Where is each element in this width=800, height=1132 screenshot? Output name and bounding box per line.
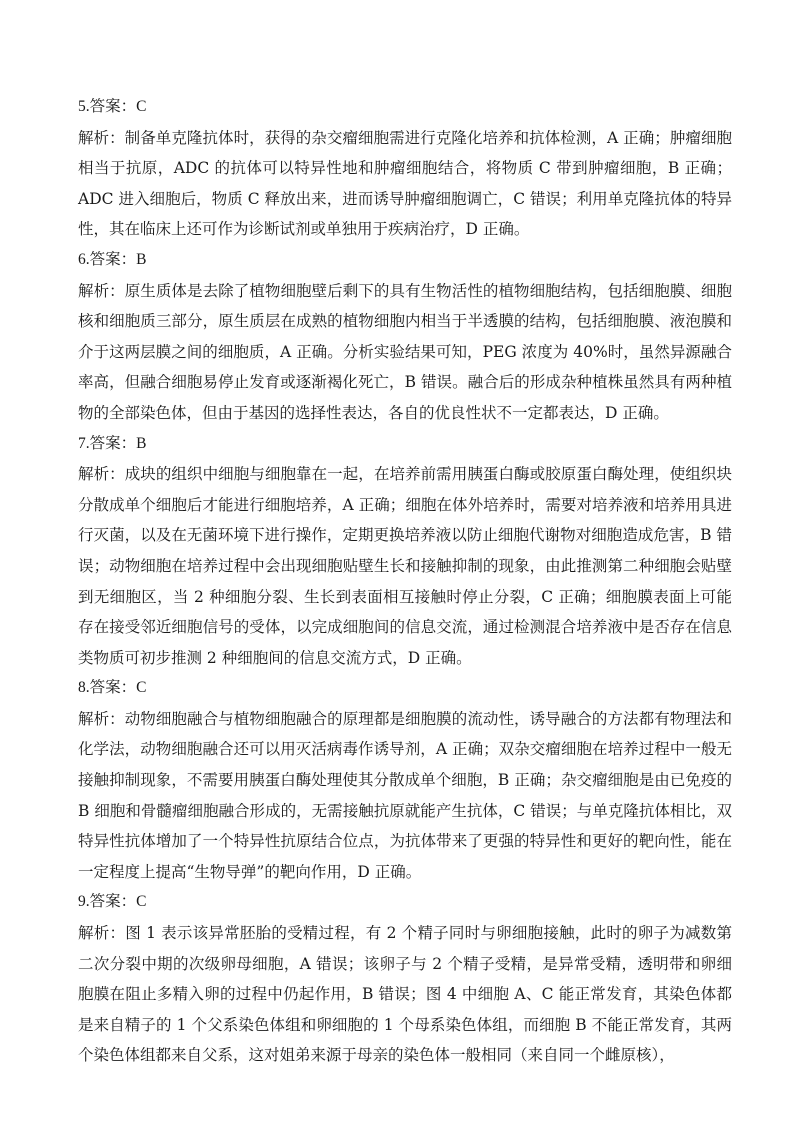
answer-explanations-page	[78, 92, 732, 1071]
explanation-5: 解析：制备单克隆抗体时，获得的杂交瘤细胞需进行克隆化培养和抗体检测，A 正确；肿瘤细胞相当于抗原，ADC 的抗体可以特异性地和肿瘤细胞结合，将物质 C 带到肿瘤细胞，B 正确；ADC 进入细胞后，物质 C 释放出来，进而诱导肿瘤细胞调亡，C 错误；利用单克隆抗体的特异性，其在临床上还可作为诊断试剂或单独用于疾病治疗，D 正确。	[78, 128, 732, 239]
answer-5-line: 5.答案：C	[78, 98, 147, 115]
answer-8-line: 8.答案：C	[78, 679, 147, 697]
answer-7-line: 7.答案：B	[78, 434, 147, 452]
explanation-8: 解析：动物细胞融合与植物细胞融合的原理都是细胞膜的流动性，诱导融合的方法都有物理法和化学法，动物细胞融合还可以用灭活病毒作诱导剂，A 正确；双杂交瘤细胞在培养过程中一般无接触抑制现象，不需要用胰蛋白酶处理使其分散成单个细胞，B 正确；杂交瘤细胞是由已免疫的 B 细胞和骨髓瘤细胞融合形成的，无需接触抗原就能产生抗体，C 错误；与单克隆抗体相比，双特异性抗体增加了一个特异性抗原结合位点，为抗体带来了更强的特异性和更好的靶向性，能在一定程度上提高“生物导弹”的靶向作用，D 正确。	[78, 709, 732, 881]
answer-9-line: 9.答案：C	[78, 893, 147, 911]
explanation-9: 解析：图 1 表示该异常胚胎的受精过程，有 2 个精子同时与卵细胞接触，此时的卵子为减数第二次分裂中期的次级卵母细胞，A 错误；该卵子与 2 个精子受精，是异常受精，透明带和卵细胞膜在阻止多精入卵的过程中仍起作用，B 错误；图 4 中细胞 A、C 能正常发育，其染色体都是来自精子的 1 个父系染色体组和卵细胞的 1 个母系染色体组，而细胞 B 不能正常发育，其两个染色体组都来自父系，这对姐弟来源于母亲的染色体一般相同（来自同一个雌原核），	[78, 924, 732, 1065]
explanation-6: 解析：原生质体是去除了植物细胞壁后剩下的具有生物活性的植物细胞结构，包括细胞膜、细胞核和细胞质三部分，原生质层在成熟的植物细胞内相当于半透膜的结构，包括细胞膜、液泡膜和介于这两层膜之间的细胞质，A 正确。分析实验结果可知，PEG 浓度为 40%时，虽然异源融合率高，但融合细胞易停止发育或逐渐褐化死亡，B 错误。融合后的形成杂种植株虽然具有两种植物的全部染色体，但由于基因的选择性表达，各自的优良性状不一定都表达，D 正确。	[78, 281, 732, 422]
answer-6-line: 6.答案：B	[78, 250, 147, 268]
explanation-7: 解析：成块的组织中细胞与细胞靠在一起，在培养前需用胰蛋白酶或胶原蛋白酶处理，使组织块分散成单个细胞后才能进行细胞培养，A 正确；细胞在体外培养时，需要对培养液和培养用具进行灭菌，以及在无菌环境下进行操作，定期更换培养液以防止细胞代谢物对细胞造成危害，B 错误；动物细胞在培养过程中会出现细胞贴壁生长和接触抑制的现象，由此推测第二种细胞会贴壁到无细胞区，当 2 种细胞分裂、生长到表面相互接触时停止分裂，C 正确；细胞膜表面上可能存在接受邻近细胞信号的受体，以完成细胞间的信息交流，通过检测混合培养液中是否存在信息类物质可初步推测 2 种细胞间的信息交流方式，D 正确。	[78, 465, 732, 667]
